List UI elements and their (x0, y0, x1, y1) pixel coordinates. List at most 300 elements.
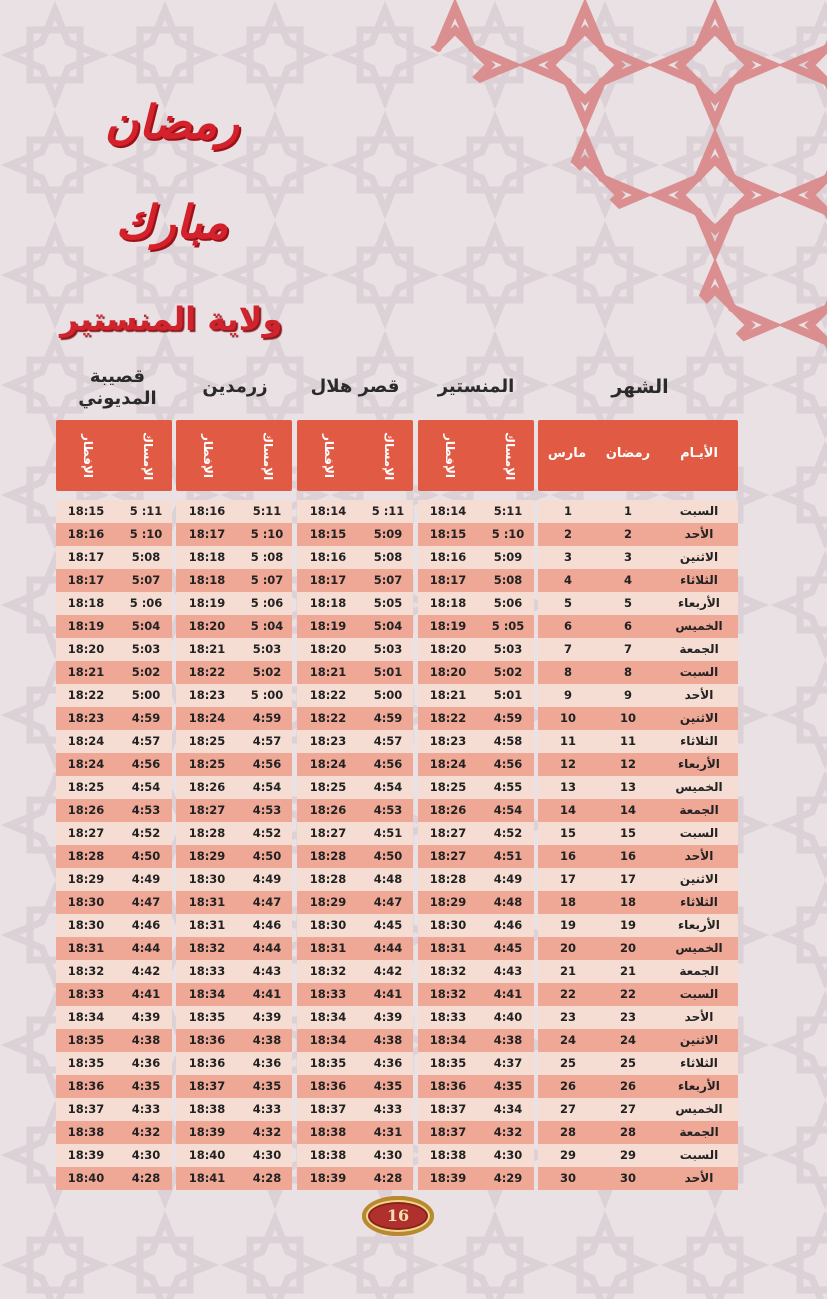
iftar-time: 18:28 (188, 826, 226, 840)
imsak-time: 4:42 (373, 964, 403, 978)
iftar-time: 18:19 (67, 619, 105, 633)
ramadan-day: 28 (619, 1125, 636, 1139)
iftar-time: 18:35 (67, 1056, 105, 1070)
march-day: 13 (559, 780, 576, 794)
imsak-time: 4:44 (131, 941, 161, 955)
iftar-time: 18:15 (309, 527, 347, 541)
header-imsak: الإمساك (382, 431, 396, 481)
imsak-time: 4:43 (252, 964, 282, 978)
iftar-time: 18:27 (188, 803, 226, 817)
page-number: 16 (362, 1196, 434, 1236)
header-days: الأيـام (680, 446, 718, 461)
day-name: الجمعة (679, 803, 719, 817)
imsak-time: 4:53 (131, 803, 161, 817)
imsak-time: 4:28 (373, 1171, 403, 1185)
table-row (0, 845, 827, 868)
imsak-time: 4:47 (373, 895, 403, 909)
table-row (0, 1098, 827, 1121)
iftar-time: 18:25 (188, 757, 226, 771)
imsak-time: 5:08 (131, 550, 161, 564)
table-row (0, 1144, 827, 1167)
iftar-time: 18:29 (67, 872, 105, 886)
iftar-time: 18:31 (188, 918, 226, 932)
imsak-time: 4:30 (131, 1148, 161, 1162)
imsak-time: 4:36 (252, 1056, 282, 1070)
imsak-time: 4:32 (131, 1125, 161, 1139)
iftar-time: 18:16 (429, 550, 467, 564)
ramadan-day: 9 (623, 688, 632, 702)
iftar-time: 18:28 (309, 872, 347, 886)
day-name: الخميس (675, 941, 723, 955)
imsak-time: 4:55 (493, 780, 523, 794)
ramadan-day: 19 (619, 918, 636, 932)
imsak-time: 4:41 (493, 987, 523, 1001)
ramadan-day: 26 (619, 1079, 636, 1093)
imsak-time: 4:33 (131, 1102, 161, 1116)
imsak-time: 5:03 (252, 642, 282, 656)
imsak-time: 5:04 (131, 619, 161, 633)
day-name: الاثنين (679, 1033, 719, 1047)
imsak-time: 4:44 (373, 941, 403, 955)
iftar-time: 18:33 (429, 1010, 467, 1024)
iftar-time: 18:23 (429, 734, 467, 748)
iftar-time: 18:35 (188, 1010, 226, 1024)
imsak-time: 5:07 (131, 573, 161, 587)
march-day: 26 (559, 1079, 576, 1093)
iftar-time: 18:22 (429, 711, 467, 725)
imsak-time: 4:49 (252, 872, 282, 886)
iftar-time: 18:37 (188, 1079, 226, 1093)
day-name: الأحد (684, 688, 714, 702)
table-row (0, 1075, 827, 1098)
imsak-time: 5 :11 (129, 504, 163, 518)
imsak-time: 4:48 (373, 872, 403, 886)
imsak-time: 5:08 (373, 550, 403, 564)
iftar-time: 18:24 (429, 757, 467, 771)
imsak-time: 5:00 (131, 688, 161, 702)
imsak-time: 4:56 (131, 757, 161, 771)
table-row (0, 569, 827, 592)
iftar-time: 18:25 (309, 780, 347, 794)
iftar-time: 18:39 (429, 1171, 467, 1185)
imsak-time: 4:42 (131, 964, 161, 978)
city-header-ksar-hellal: قصر هلال (310, 376, 400, 397)
march-day: 19 (559, 918, 576, 932)
imsak-time: 4:33 (252, 1102, 282, 1116)
imsak-time: 4:43 (493, 964, 523, 978)
imsak-time: 4:28 (252, 1171, 282, 1185)
imsak-time: 4:38 (131, 1033, 161, 1047)
day-name: الأربعاء (678, 1079, 720, 1093)
iftar-time: 18:37 (67, 1102, 105, 1116)
day-name: الثلاثاء (680, 573, 718, 587)
iftar-time: 18:31 (67, 941, 105, 955)
imsak-time: 5:02 (252, 665, 282, 679)
day-name: السبت (679, 665, 719, 679)
day-name: الخميس (675, 619, 723, 633)
header-imsak: الإمساك (261, 431, 275, 481)
imsak-time: 4:32 (252, 1125, 282, 1139)
march-day: 27 (559, 1102, 576, 1116)
march-day: 16 (559, 849, 576, 863)
imsak-time: 4:57 (252, 734, 282, 748)
ramadan-day: 30 (619, 1171, 636, 1185)
imsak-time: 4:41 (131, 987, 161, 1001)
iftar-time: 18:37 (309, 1102, 347, 1116)
table-row (0, 523, 827, 546)
imsak-time: 4:59 (373, 711, 403, 725)
iftar-time: 18:20 (309, 642, 347, 656)
imsak-time: 4:59 (493, 711, 523, 725)
ramadan-day: 24 (619, 1033, 636, 1047)
header-imsak: الإمساك (503, 431, 517, 481)
iftar-time: 18:25 (67, 780, 105, 794)
iftar-time: 18:29 (188, 849, 226, 863)
iftar-time: 18:20 (67, 642, 105, 656)
iftar-time: 18:18 (429, 596, 467, 610)
table-row (0, 707, 827, 730)
iftar-time: 18:14 (309, 504, 347, 518)
imsak-time: 5:09 (493, 550, 523, 564)
iftar-time: 18:32 (67, 964, 105, 978)
iftar-time: 18:19 (188, 596, 226, 610)
day-name: الأربعاء (678, 596, 720, 610)
iftar-time: 18:14 (429, 504, 467, 518)
imsak-time: 5 :11 (371, 504, 405, 518)
iftar-time: 18:38 (429, 1148, 467, 1162)
table-row (0, 1052, 827, 1075)
imsak-time: 4:39 (373, 1010, 403, 1024)
iftar-time: 18:32 (429, 987, 467, 1001)
iftar-time: 18:25 (188, 734, 226, 748)
march-day: 3 (563, 550, 572, 564)
imsak-time: 4:45 (373, 918, 403, 932)
ramadan-day: 15 (619, 826, 636, 840)
header-iftar: الإفطار (443, 433, 457, 478)
imsak-time: 4:41 (373, 987, 403, 1001)
table-row (0, 937, 827, 960)
iftar-time: 18:31 (309, 941, 347, 955)
march-day: 23 (559, 1010, 576, 1024)
day-name: الجمعة (679, 642, 719, 656)
day-name: الأربعاء (678, 757, 720, 771)
day-name: الخميس (675, 780, 723, 794)
iftar-time: 18:37 (429, 1102, 467, 1116)
ramadan-mubarak-logo: رمضان مبارك (104, 95, 240, 249)
table-row (0, 1006, 827, 1029)
imsak-time: 4:30 (493, 1148, 523, 1162)
iftar-time: 18:17 (67, 550, 105, 564)
iftar-time: 18:21 (309, 665, 347, 679)
imsak-time: 4:47 (131, 895, 161, 909)
march-day: 9 (563, 688, 572, 702)
imsak-time: 4:53 (373, 803, 403, 817)
iftar-time: 18:32 (309, 964, 347, 978)
iftar-time: 18:33 (188, 964, 226, 978)
imsak-time: 4:57 (373, 734, 403, 748)
ramadan-day: 18 (619, 895, 636, 909)
day-name: السبت (679, 987, 719, 1001)
iftar-time: 18:38 (188, 1102, 226, 1116)
imsak-time: 4:30 (373, 1148, 403, 1162)
iftar-time: 18:23 (309, 734, 347, 748)
table-row (0, 960, 827, 983)
iftar-time: 18:34 (67, 1010, 105, 1024)
iftar-time: 18:30 (429, 918, 467, 932)
table-row (0, 1029, 827, 1052)
day-name: الأربعاء (678, 918, 720, 932)
imsak-time: 5:05 (373, 596, 403, 610)
iftar-time: 18:22 (309, 711, 347, 725)
table-row (0, 868, 827, 891)
city-header-ksibet-el-mediouni: قصيبة المديوني (78, 366, 157, 409)
iftar-time: 18:38 (309, 1125, 347, 1139)
iftar-time: 18:23 (188, 688, 226, 702)
iftar-time: 18:24 (67, 757, 105, 771)
table-row (0, 799, 827, 822)
iftar-time: 18:36 (67, 1079, 105, 1093)
iftar-time: 18:39 (309, 1171, 347, 1185)
ramadan-day: 23 (619, 1010, 636, 1024)
imsak-time: 4:46 (131, 918, 161, 932)
imsak-time: 4:56 (373, 757, 403, 771)
ramadan-day: 25 (619, 1056, 636, 1070)
iftar-time: 18:32 (188, 941, 226, 955)
iftar-time: 18:26 (309, 803, 347, 817)
imsak-time: 4:48 (493, 895, 523, 909)
table-row (0, 615, 827, 638)
ramadan-day: 5 (623, 596, 632, 610)
imsak-time: 5:07 (373, 573, 403, 587)
iftar-time: 18:36 (188, 1033, 226, 1047)
table-row (0, 730, 827, 753)
imsak-time: 5:02 (131, 665, 161, 679)
imsak-time: 5:06 (493, 596, 523, 610)
imsak-time: 5:00 (373, 688, 403, 702)
header-imsak: الإمساك (141, 431, 155, 481)
imsak-time: 4:53 (252, 803, 282, 817)
imsak-time: 4:33 (373, 1102, 403, 1116)
march-day: 4 (563, 573, 572, 587)
imsak-time: 5 :05 (491, 619, 525, 633)
day-name: السبت (679, 826, 719, 840)
ramadan-day: 22 (619, 987, 636, 1001)
imsak-time: 4:50 (131, 849, 161, 863)
iftar-time: 18:24 (67, 734, 105, 748)
iftar-time: 18:26 (67, 803, 105, 817)
table-row (0, 661, 827, 684)
march-day: 6 (563, 619, 572, 633)
imsak-time: 4:32 (493, 1125, 523, 1139)
iftar-time: 18:33 (309, 987, 347, 1001)
imsak-time: 5:09 (373, 527, 403, 541)
imsak-time: 4:51 (493, 849, 523, 863)
imsak-time: 4:30 (252, 1148, 282, 1162)
day-name: الأحد (684, 1010, 714, 1024)
imsak-time: 5:08 (493, 573, 523, 587)
imsak-time: 4:31 (373, 1125, 403, 1139)
iftar-time: 18:34 (188, 987, 226, 1001)
imsak-time: 4:35 (373, 1079, 403, 1093)
imsak-time: 4:54 (493, 803, 523, 817)
iftar-time: 18:34 (309, 1010, 347, 1024)
header-iftar: الإفطار (201, 433, 215, 478)
imsak-time: 4:35 (493, 1079, 523, 1093)
iftar-time: 18:40 (188, 1148, 226, 1162)
iftar-time: 18:19 (309, 619, 347, 633)
iftar-time: 18:21 (188, 642, 226, 656)
iftar-time: 18:21 (67, 665, 105, 679)
iftar-time: 18:39 (188, 1125, 226, 1139)
iftar-time: 18:33 (67, 987, 105, 1001)
iftar-time: 18:18 (188, 573, 226, 587)
imsak-time: 4:35 (252, 1079, 282, 1093)
day-name: السبت (679, 504, 719, 518)
ramadan-day: 14 (619, 803, 636, 817)
day-name: الاثنين (679, 872, 719, 886)
march-day: 8 (563, 665, 572, 679)
imsak-time: 4:44 (252, 941, 282, 955)
imsak-time: 4:52 (131, 826, 161, 840)
ramadan-day: 2 (623, 527, 632, 541)
iftar-time: 18:38 (67, 1125, 105, 1139)
iftar-time: 18:25 (429, 780, 467, 794)
march-day: 11 (559, 734, 576, 748)
imsak-time: 5 :07 (250, 573, 284, 587)
iftar-time: 18:36 (429, 1079, 467, 1093)
iftar-time: 18:15 (67, 504, 105, 518)
imsak-time: 4:51 (373, 826, 403, 840)
iftar-time: 18:28 (67, 849, 105, 863)
iftar-time: 18:17 (188, 527, 226, 541)
march-day: 5 (563, 596, 572, 610)
ramadan-day: 6 (623, 619, 632, 633)
imsak-time: 4:41 (252, 987, 282, 1001)
imsak-time: 4:37 (493, 1056, 523, 1070)
iftar-time: 18:26 (188, 780, 226, 794)
page-title: ولاية المنستير (60, 300, 283, 338)
march-day: 18 (559, 895, 576, 909)
ramadan-day: 11 (619, 734, 636, 748)
march-day: 24 (559, 1033, 576, 1047)
imsak-time: 5:01 (493, 688, 523, 702)
table-row (0, 684, 827, 707)
imsak-time: 4:38 (252, 1033, 282, 1047)
header-iftar: الإفطار (81, 433, 95, 478)
march-day: 22 (559, 987, 576, 1001)
table-row (0, 1167, 827, 1190)
iftar-time: 18:29 (429, 895, 467, 909)
iftar-time: 18:30 (188, 872, 226, 886)
day-name: الثلاثاء (680, 1056, 718, 1070)
table-row (0, 822, 827, 845)
iftar-time: 18:17 (67, 573, 105, 587)
imsak-time: 4:35 (131, 1079, 161, 1093)
imsak-time: 4:39 (131, 1010, 161, 1024)
iftar-time: 18:18 (67, 596, 105, 610)
day-name: الجمعة (679, 1125, 719, 1139)
march-day: 14 (559, 803, 576, 817)
iftar-time: 18:22 (309, 688, 347, 702)
march-day: 10 (559, 711, 576, 725)
imsak-time: 5:03 (493, 642, 523, 656)
iftar-time: 18:20 (429, 665, 467, 679)
imsak-time: 4:38 (373, 1033, 403, 1047)
table-row (0, 546, 827, 569)
iftar-time: 18:26 (429, 803, 467, 817)
iftar-time: 18:19 (429, 619, 467, 633)
iftar-time: 18:16 (309, 550, 347, 564)
iftar-time: 18:35 (309, 1056, 347, 1070)
imsak-time: 4:45 (493, 941, 523, 955)
iftar-time: 18:16 (67, 527, 105, 541)
imsak-time: 5:03 (373, 642, 403, 656)
imsak-time: 4:56 (493, 757, 523, 771)
imsak-time: 5:04 (373, 619, 403, 633)
day-name: الأحد (684, 849, 714, 863)
iftar-time: 18:30 (67, 918, 105, 932)
imsak-time: 5 :10 (250, 527, 284, 541)
header-ramadan: رمضان (605, 446, 651, 461)
imsak-time: 5 :04 (250, 619, 284, 633)
iftar-time: 18:27 (429, 849, 467, 863)
imsak-time: 5 :06 (250, 596, 284, 610)
iftar-time: 18:40 (67, 1171, 105, 1185)
table-row (0, 914, 827, 937)
table-row (0, 776, 827, 799)
iftar-time: 18:24 (309, 757, 347, 771)
iftar-time: 18:17 (429, 573, 467, 587)
iftar-time: 18:18 (188, 550, 226, 564)
march-day: 7 (563, 642, 572, 656)
imsak-time: 4:50 (252, 849, 282, 863)
imsak-time: 4:54 (373, 780, 403, 794)
imsak-time: 4:46 (252, 918, 282, 932)
iftar-time: 18:28 (309, 849, 347, 863)
march-day: 2 (563, 527, 572, 541)
imsak-time: 4:46 (493, 918, 523, 932)
table-row (0, 983, 827, 1006)
iftar-time: 18:22 (67, 688, 105, 702)
iftar-time: 18:24 (188, 711, 226, 725)
iftar-time: 18:18 (309, 596, 347, 610)
imsak-time: 5:02 (493, 665, 523, 679)
ramadan-day: 4 (623, 573, 632, 587)
month-group-header: الشهر (611, 376, 669, 398)
iftar-time: 18:16 (188, 504, 226, 518)
iftar-time: 18:32 (429, 964, 467, 978)
iftar-time: 18:31 (429, 941, 467, 955)
imsak-time: 4:52 (252, 826, 282, 840)
imsak-time: 4:29 (493, 1171, 523, 1185)
march-day: 28 (559, 1125, 576, 1139)
ramadan-day: 16 (619, 849, 636, 863)
iftar-time: 18:20 (188, 619, 226, 633)
day-name: الخميس (675, 1102, 723, 1116)
iftar-time: 18:35 (67, 1033, 105, 1047)
imsak-time: 4:36 (373, 1056, 403, 1070)
table-row (0, 891, 827, 914)
imsak-time: 4:59 (252, 711, 282, 725)
city-header-monastir: المنستير (437, 376, 515, 397)
march-day: 15 (559, 826, 576, 840)
iftar-time: 18:27 (309, 826, 347, 840)
imsak-time: 5:03 (131, 642, 161, 656)
day-name: الثلاثاء (680, 895, 718, 909)
iftar-time: 18:28 (429, 872, 467, 886)
iftar-time: 18:29 (309, 895, 347, 909)
imsak-time: 4:58 (493, 734, 523, 748)
